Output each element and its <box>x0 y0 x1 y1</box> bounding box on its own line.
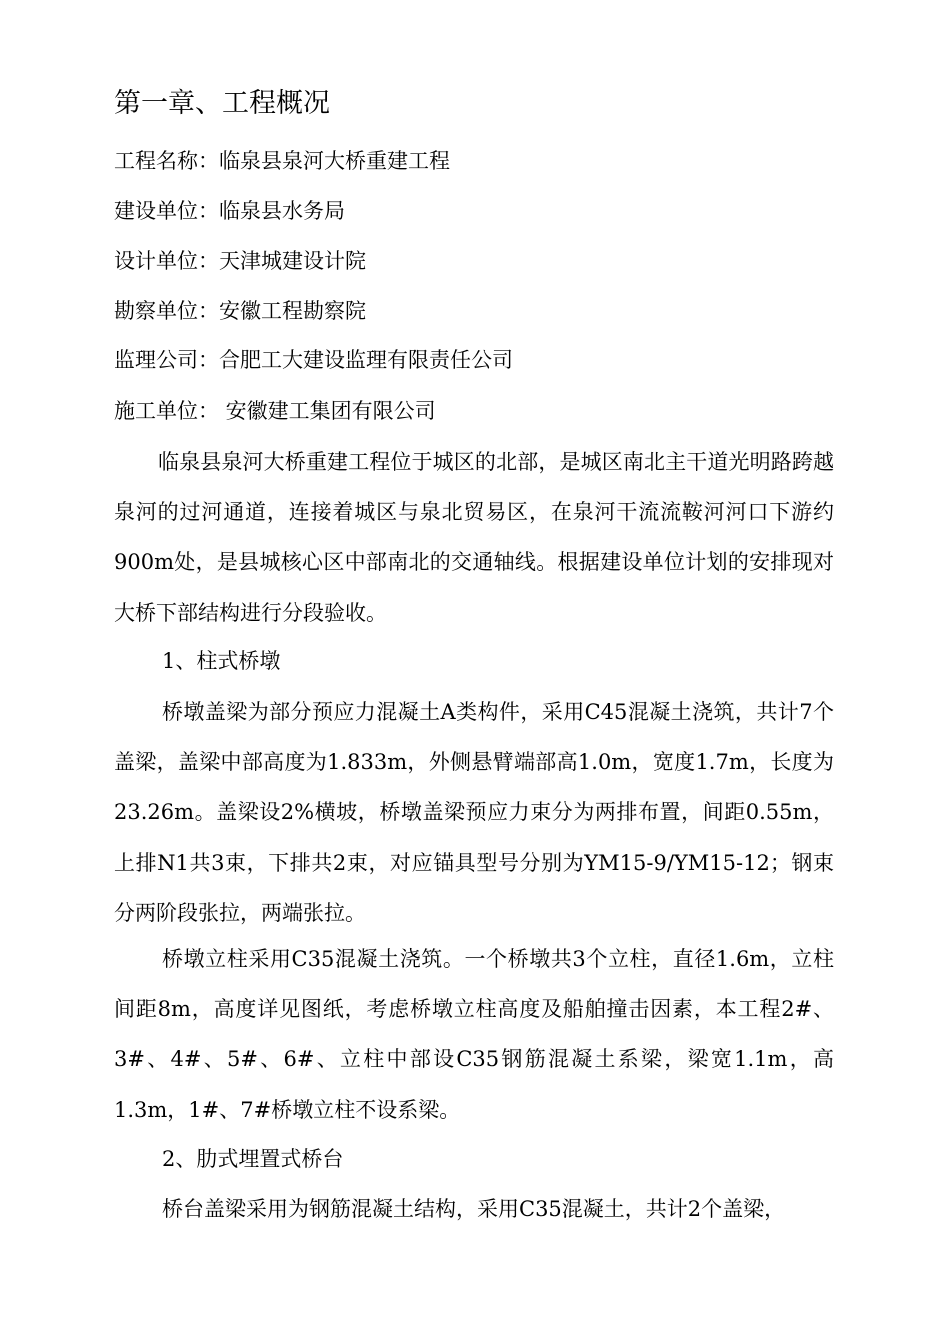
info-surveyor: 勘察单位：安徽工程勘察院 <box>114 299 366 323</box>
info-designer: 设计单位：天津城建设计院 <box>114 249 366 273</box>
info-contractor: 施工单位： 安徽建工集团有限公司 <box>114 399 436 423</box>
info-owner: 建设单位：临泉县水务局 <box>114 199 345 223</box>
section-2-heading: 2、肋式埋置式桥台 <box>162 1147 344 1171</box>
section-1-paragraph-2: 桥墩立柱采用C35混凝土浇筑。一个桥墩共3个立柱，直径1.6m，立柱间距8m，高度详见图纸，考虑桥墩立柱高度及船舶撞击因素，本工程2#、3#、4#、5#、6#、立柱中部设C35钢筋混凝土系梁，梁宽1.1m，高1.3m，1#、7#桥墩立柱不设系梁。 <box>114 947 834 1122</box>
chapter-title: 第一章、工程概况 <box>114 88 330 119</box>
intro-paragraph: 临泉县泉河大桥重建工程位于城区的北部，是城区南北主干道光明路跨越泉河的过河通道，连接着城区与泉北贸易区，在泉河干流流鞍河河口下游约900m处，是县城核心区中部南北的交通轴线。根据建设单位计划的安排现对大桥下部结构进行分段验收。 <box>114 450 834 625</box>
info-project-name: 工程名称：临泉县泉河大桥重建工程 <box>114 149 450 173</box>
section-1-paragraph-1: 桥墩盖梁为部分预应力混凝土A类构件，采用C45混凝土浇筑，共计7个盖梁，盖梁中部高度为1.833m，外侧悬臂端部高1.0m，宽度1.7m，长度为23.26m。盖梁设2%横坡，桥墩盖梁预应力束分为两排布置，间距0.55m，上排N1共3束，下排共2束，对应锚具型号分别为YM15-9/YM15-12；钢束分两阶段张拉，两端张拉。 <box>114 700 834 925</box>
section-1-heading: 1、柱式桥墩 <box>162 649 281 673</box>
section-2-paragraph-1: 桥台盖梁采用为钢筋混凝土结构，采用C35混凝土，共计2个盖梁， <box>162 1197 786 1221</box>
info-supervisor: 监理公司：合肥工大建设监理有限责任公司 <box>114 348 513 372</box>
